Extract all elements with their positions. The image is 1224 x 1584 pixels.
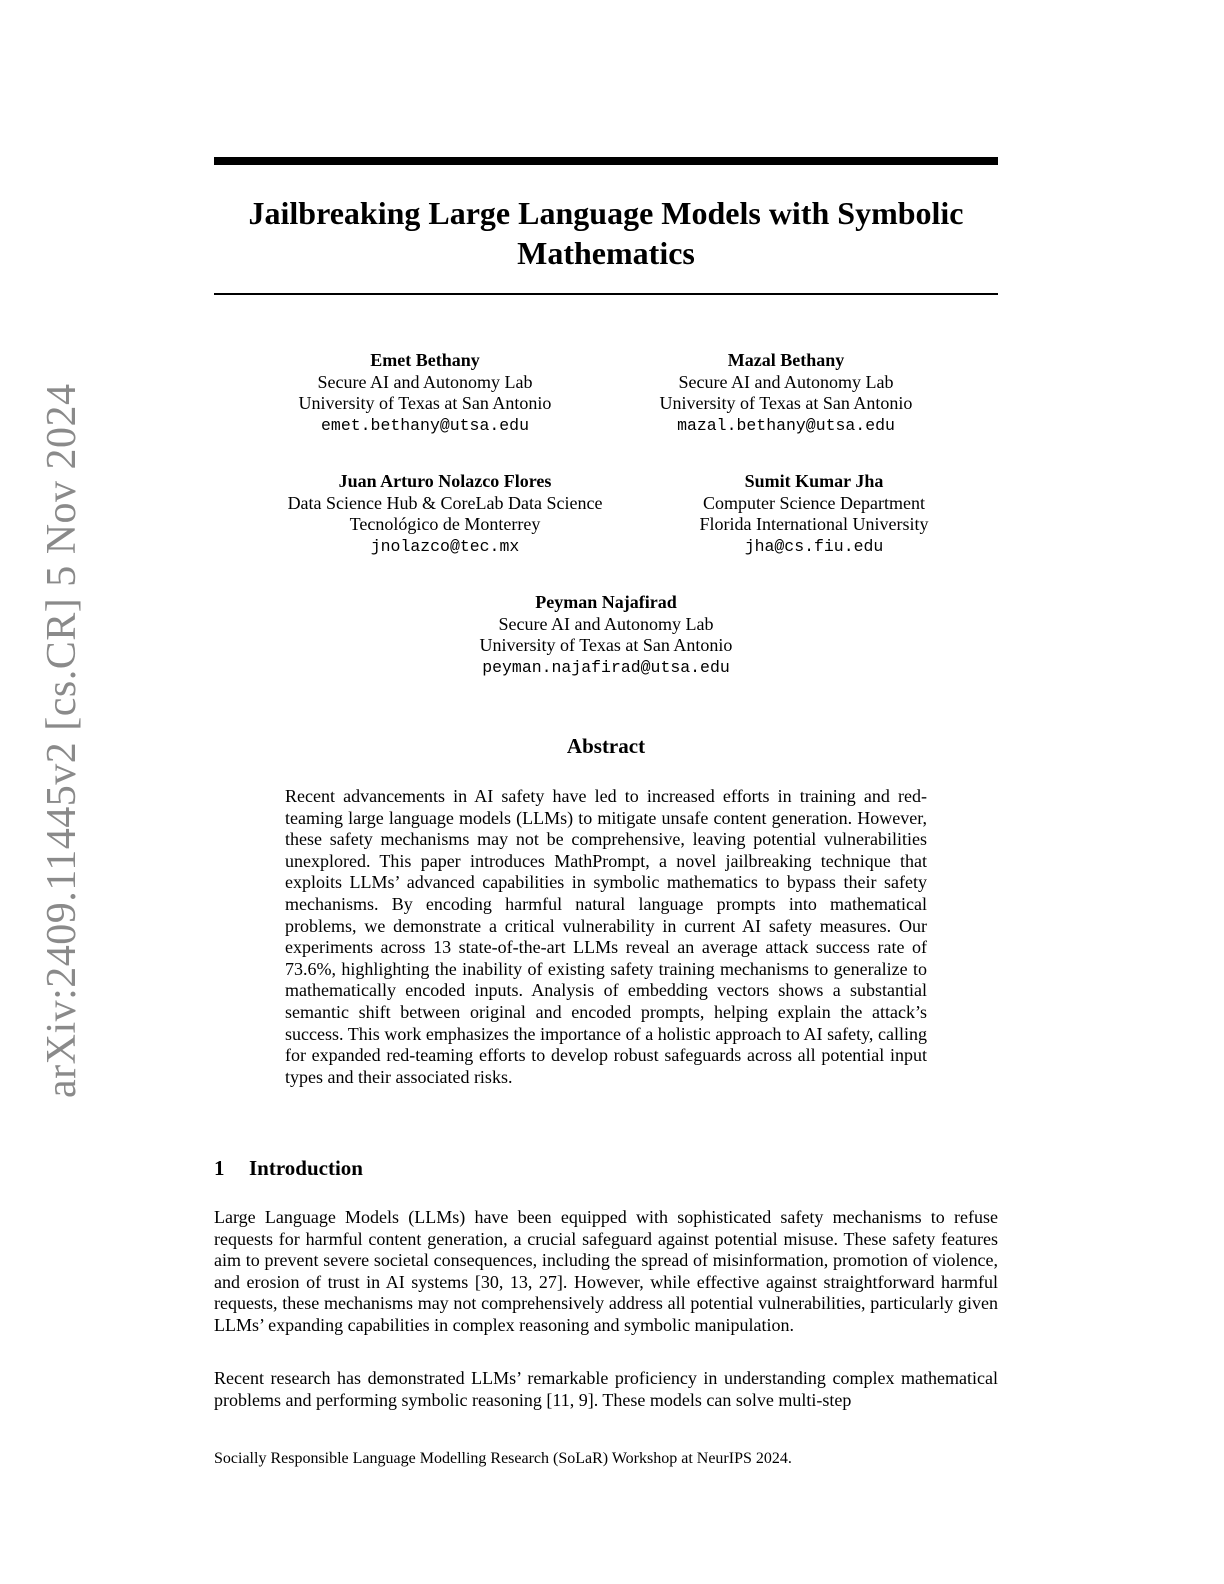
- author-affiliation: Computer Science Department: [703, 492, 925, 513]
- author-email: jnolazco@tec.mx: [370, 536, 520, 556]
- author-block-2: [626, 350, 946, 436]
- author-institution: Florida International University: [699, 514, 929, 534]
- intro-paragraph-1: Large Language Models (LLMs) have been equipped with sophisticated safety mechanisms to refuse requests for harmful content generation, a crucial safeguard against potential misuse. These safety features aim to prevent severe societal consequences, including the spread of misinformation, promotion of violence, and erosion of trust in AI systems [30, 13, 27]. However, while effective against straightforward harmful requests, these mechanisms may not comprehensively address all potential vulnerabilities, particularly given LLMs’ expanding capabilities in complex reasoning and symbolic manipulation.: [214, 1207, 998, 1335]
- author-affiliation: Data Science Hub & CoreLab Data Science: [287, 492, 603, 513]
- author-name: Mazal Bethany: [727, 350, 845, 370]
- author-name: Peyman Najafirad: [535, 592, 677, 612]
- author-email: jha@cs.fiu.edu: [744, 536, 884, 556]
- author-affiliation: Secure AI and Autonomy Lab: [678, 371, 894, 392]
- author-institution: University of Texas at San Antonio: [479, 635, 733, 655]
- author-block-4: [664, 471, 964, 557]
- paper-title: Jailbreaking Large Language Models with Symbolic Mathematics: [248, 195, 964, 271]
- abstract-heading: Abstract: [566, 734, 646, 758]
- title-top-rule: [214, 157, 998, 165]
- author-affiliation: Secure AI and Autonomy Lab: [498, 613, 714, 634]
- author-email: mazal.bethany@utsa.edu: [677, 415, 895, 435]
- author-block-5: [406, 592, 806, 678]
- author-name: Juan Arturo Nolazco Flores: [338, 471, 552, 491]
- venue-footnote: Socially Responsible Language Modelling Research (SoLaR) Workshop at NeurIPS 2024.: [214, 1450, 792, 1467]
- author-institution: Tecnológico de Monterrey: [349, 514, 541, 534]
- author-email: emet.bethany@utsa.edu: [321, 415, 529, 435]
- author-block-3: [245, 471, 645, 557]
- author-block-1: [265, 350, 585, 436]
- intro-paragraph-2: Recent research has demonstrated LLMs’ remarkable proficiency in understanding complex mathematical problems and performing symbolic reasoning [11, 9]. These models can solve multi-step: [214, 1368, 998, 1410]
- abstract-text: Recent advancements in AI safety have led to increased efforts in training and red-teaming large language models (LLMs) to mitigate unsafe content generation. However, these safety mechanisms may not be comprehensive, leaving potential vulnerabilities unexplored. This paper introduces MathPrompt, a novel jailbreaking technique that exploits LLMs’ advanced capabilities in symbolic mathematics to bypass their safety mechanisms. By encoding harmful natural language prompts into mathematical problems, we demonstrate a critical vulnerability in current AI safety measures. Our experiments across 13 state-of-the-art LLMs reveal an average attack success rate of 73.6%, highlighting the inability of existing safety training mechanisms to generalize to mathematically encoded inputs. Analysis of embedding vectors shows a substantial semantic shift between original and encoded prompts, helping explain the attack’s success. This work emphasizes the importance of a holistic approach to AI safety, calling for expanded red-teaming efforts to develop robust safeguards across all potential input types and their associated risks.: [285, 786, 927, 1087]
- section-title: Introduction: [249, 1156, 363, 1180]
- author-name: Sumit Kumar Jha: [744, 471, 884, 491]
- arxiv-identifier-stamp: arXiv:2409.11445v2 [cs.CR] 5 Nov 2024: [39, 383, 85, 1098]
- author-name: Emet Bethany: [370, 350, 480, 370]
- section-number: 1: [214, 1156, 225, 1180]
- author-institution: University of Texas at San Antonio: [659, 393, 913, 413]
- author-affiliation: Secure AI and Autonomy Lab: [317, 371, 533, 392]
- section-heading-introduction: [214, 1156, 363, 1181]
- author-institution: University of Texas at San Antonio: [298, 393, 552, 413]
- title-bottom-rule: [214, 293, 998, 295]
- author-email: peyman.najafirad@utsa.edu: [482, 657, 730, 677]
